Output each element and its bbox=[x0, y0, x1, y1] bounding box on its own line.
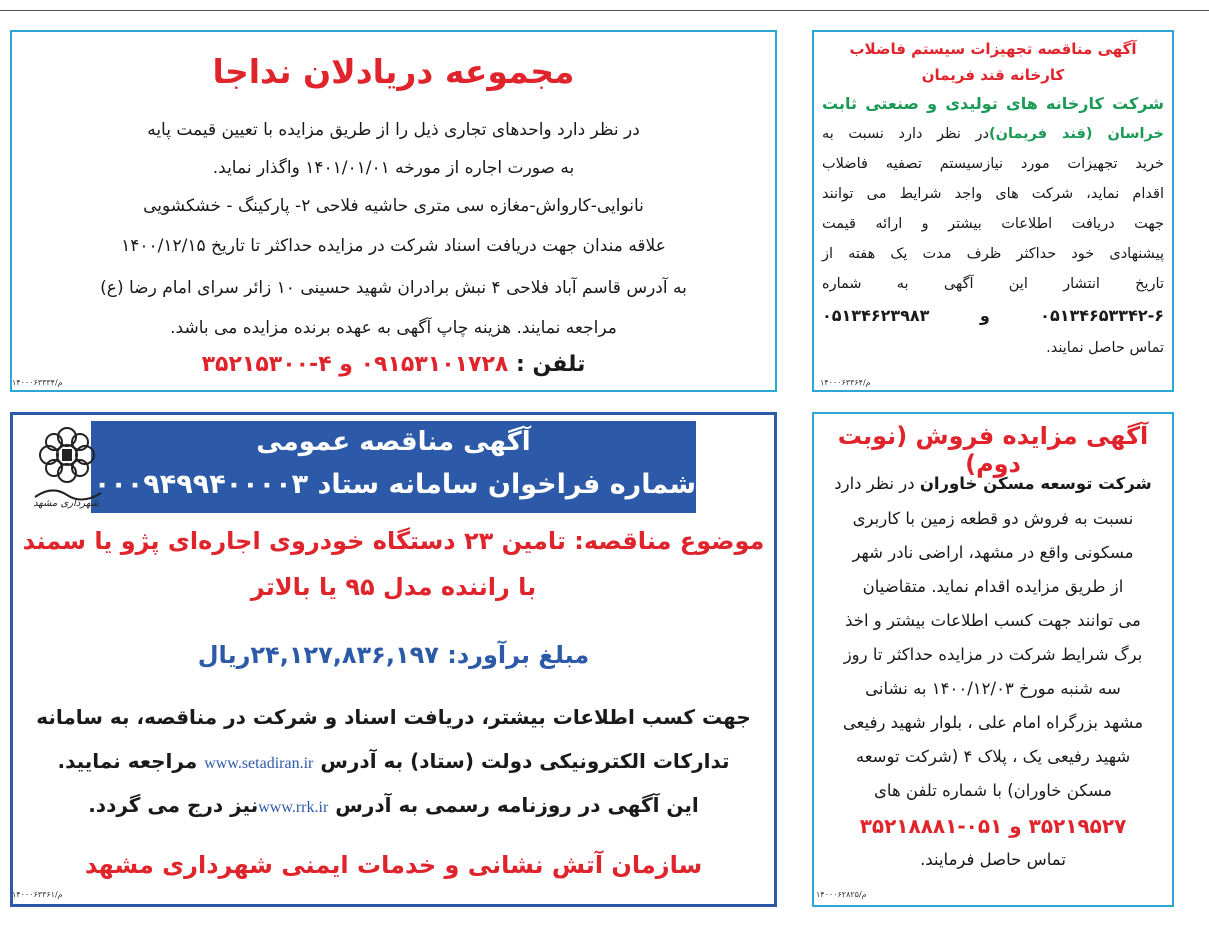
ad-code: م/۱۴۰۰۰۶۳۳۳۴ bbox=[12, 378, 63, 387]
ad-text-line: نانوایی-کارواش-مغازه سی متری حاشیه فلاحی ۲- پارکینگ - خشکشویی bbox=[143, 196, 644, 216]
ad-tender-sewage-equipment bbox=[812, 30, 1174, 392]
ad-code: م/۱۴۰۰۰۶۲۸۲۵ bbox=[816, 890, 867, 899]
phone-label: تلفن : bbox=[516, 352, 586, 377]
phone-numbers: ۰۹۱۵۳۱۰۱۷۲۸ و ۴-۳۵۲۱۵۳۰۰ bbox=[201, 352, 509, 377]
ad-title: آگهی مناقصه تجهیزات سیستم فاضلاب bbox=[849, 40, 1137, 58]
company-name-bold: خراسان (قند فریمان) bbox=[988, 126, 1164, 142]
ad-auction-daryadelan bbox=[10, 30, 777, 392]
ad-text-line: جهت دریافت اطلاعات بیشتر و ارائه قیمت bbox=[822, 216, 1164, 232]
ad-text-line: تماس حاصل فرمایند. bbox=[920, 850, 1066, 869]
company-line-rest: در نظر دارد bbox=[834, 474, 915, 493]
ad-text-line: برگ شرایط شرکت در مزایده حداکثر تا روز bbox=[843, 645, 1143, 664]
ad-text-line: پیشنهادی خود حداکثر ظرف مدت یک هفته از bbox=[822, 246, 1164, 262]
logo-caption: شهرداری مشهد bbox=[33, 498, 99, 509]
ad-tender-fire-department bbox=[10, 412, 777, 907]
page-top-rule bbox=[0, 10, 1209, 11]
company-line bbox=[822, 474, 1164, 493]
tender-subject: موضوع مناقصه: تامین ۲۳ دستگاه خودروی اجاره‌ای پژو یا سمند bbox=[22, 527, 765, 555]
company-name: شرکت کارخانه های تولیدی و صنعتی ثابت bbox=[822, 94, 1164, 113]
ad-text-line: به صورت اجاره از مورخه ۱۴۰۱/۰۱/۰۱ واگذار نماید. bbox=[212, 158, 575, 178]
ad-text-line: سه شنبه مورخ ۱۴۰۰/۱۲/۰۳ به نشانی bbox=[865, 679, 1121, 698]
ad-text-line: مراجعه نمایند. هزینه چاپ آگهی به عهده برنده مزایده می باشد. bbox=[170, 318, 617, 338]
ad-text-line: مسکونی واقع در مشهد، اراضی نادر شهر bbox=[852, 543, 1134, 562]
company-line-rest: در نظر دارد نسبت به bbox=[822, 126, 989, 142]
ad-text-line: تماس حاصل نمایند. bbox=[1046, 340, 1164, 356]
ad-text-line: نسبت به فروش دو قطعه زمین با کاربری bbox=[852, 509, 1134, 528]
ad-text-line: در نظر دارد واحدهای تجاری ذیل را از طریق مزایده با تعیین قیمت پایه bbox=[147, 120, 640, 140]
ad-text-line: مشهد بزرگراه امام علی ، بلوار شهید رفیعی bbox=[842, 713, 1144, 732]
text-pre: تدارکات الکترونیکی دولت (ستاد) به آدرس bbox=[320, 749, 730, 773]
text-post: مراجعه نمایید. bbox=[57, 749, 198, 773]
ad-text-line: خرید تجهیزات مورد نیازسیستم تصفیه فاضلاب bbox=[822, 156, 1164, 172]
setadiran-link[interactable]: www.setadiran.ir bbox=[204, 755, 314, 772]
company-name-bold: شرکت توسعه مسکن خاوران bbox=[919, 474, 1152, 493]
text-pre: این آگهی در روزنامه رسمی به آدرس bbox=[335, 793, 699, 817]
ad-text-line: از طریق مزایده اقدام نماید. متقاضیان bbox=[862, 577, 1124, 596]
ad-text-line: می توانند جهت کسب اطلاعات بیشتر و اخذ bbox=[845, 611, 1141, 630]
organization-name: سازمان آتش نشانی و خدمات ایمنی شهرداری مشهد bbox=[84, 851, 703, 879]
ad-code: م/۱۴۰۰۰۶۳۳۶۱ bbox=[12, 890, 63, 899]
ad-auction-khavaran bbox=[812, 412, 1174, 907]
phone-numbers: ۳۵۲۱۹۵۲۷ و ۰۵۱-۳۵۲۱۸۸۸۱ bbox=[859, 814, 1127, 838]
ad-title: مجموعه دریادلان نداجا bbox=[212, 52, 575, 91]
ad-text-line: مسکن خاوران) با شماره تلفن های bbox=[874, 781, 1112, 800]
banner-call-number: شماره فراخوان سامانه ستاد ۲۰۰۰۰۹۴۹۹۴۰۰۰۰۳ bbox=[60, 469, 696, 500]
company-line bbox=[822, 126, 1164, 142]
banner-title: آگهی مناقصه عمومی bbox=[256, 427, 531, 457]
ad-subtitle: کارخانه قند فریمان bbox=[921, 66, 1065, 84]
ad-phone-numbers: ۰۵۱۳۴۶۵۳۳۴۲-۶ و ۰۵۱۳۴۶۲۳۹۸۳ bbox=[822, 306, 1164, 325]
text-post: نیز درج می گردد. bbox=[88, 793, 259, 817]
ad-text-line: اقدام نماید، شرکت های واجد شرایط می توانند bbox=[822, 186, 1164, 202]
ad-text-line: جهت کسب اطلاعات بیشتر، دریافت اسناد و شرکت در مناقصه، به سامانه bbox=[36, 705, 751, 729]
ad-title: آگهی مزایده فروش (نوبت دوم) bbox=[837, 422, 1149, 478]
rrk-link[interactable]: www.rrk.ir bbox=[258, 799, 329, 816]
tender-subject-cont: با راننده مدل ۹۵ یا بالاتر bbox=[250, 573, 537, 601]
ad-code: م/۱۴۰۰۰۶۳۳۶۴ bbox=[820, 378, 871, 387]
phone-line bbox=[12, 352, 775, 377]
ad-text-line bbox=[23, 749, 764, 773]
ad-text-line: تاریخ انتشار این آگهی به شماره bbox=[822, 276, 1164, 292]
ad-text-line: شهید رفیعی یک ، پلاک ۴ (شرکت توسعه bbox=[855, 747, 1131, 766]
ad-text-line bbox=[23, 793, 764, 817]
ad-text-line: علاقه مندان جهت دریافت اسناد شرکت در مزایده حداکثر تا تاریخ ۱۴۰۰/۱۲/۱۵ bbox=[121, 236, 666, 256]
tender-amount: مبلغ برآورد: ۲۴,۱۲۷,۸۳۶,۱۹۷ریال bbox=[197, 641, 590, 669]
ad-text-line: به آدرس قاسم آباد فلاحی ۴ نبش برادران شهید حسینی ۱۰ زائر سرای امام رضا (ع) bbox=[100, 278, 687, 298]
